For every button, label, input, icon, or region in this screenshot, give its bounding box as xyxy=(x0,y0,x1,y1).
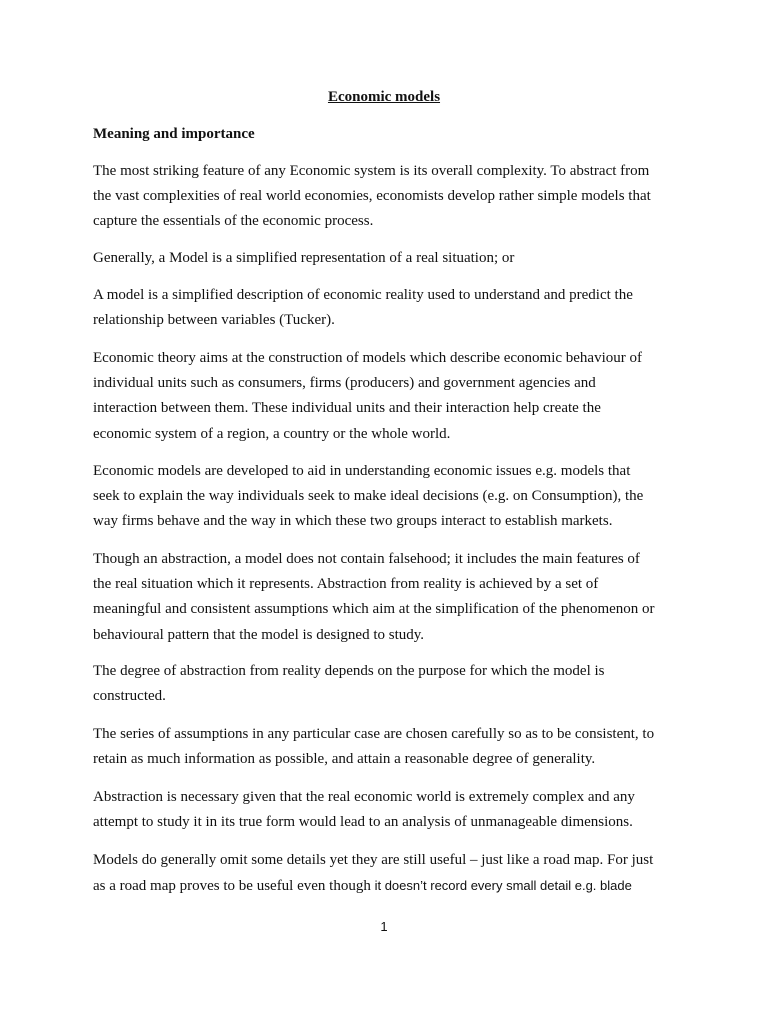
paragraph-line: Economic theory aims at the construction of models which describe economic behaviour of xyxy=(93,350,643,366)
paragraph-line: Abstraction is necessary given that the real economic world is extremely complex and any xyxy=(93,789,635,805)
paragraph xyxy=(93,848,693,899)
paragraph-line: economic system of a region, a country or the whole world. xyxy=(93,425,451,442)
paragraph-line: Though an abstraction, a model does not contain falsehood; it includes the main features of xyxy=(93,551,640,567)
paragraph-line-sans-part: it doesn’t record every small detail e.g. blade xyxy=(374,878,632,894)
paragraph xyxy=(93,159,693,235)
paragraph-line: Economic models are developed to aid in understanding economic issues e.g. models that xyxy=(93,463,631,479)
paragraph-line xyxy=(93,873,693,899)
paragraph-line: capture the essentials of the economic process. xyxy=(93,213,374,230)
paragraph xyxy=(93,459,693,535)
paragraph-line-serif-part: as a road map proves to be useful even though xyxy=(93,878,375,895)
paragraph-line: individual units such as consumers, firms (producers) and government agencies and xyxy=(93,375,596,392)
paragraph-line: way firms behave and the way in which these two groups interact to establish markets. xyxy=(93,513,613,530)
paragraph-line: A model is a simplified description of economic reality used to understand and predict the xyxy=(93,287,633,303)
paragraph xyxy=(93,283,693,333)
paragraph-line: behavioural pattern that the model is designed to study. xyxy=(93,626,425,643)
paragraph-line: constructed. xyxy=(93,688,166,705)
paragraph-line: attempt to study it in its true form would lead to an analysis of unmanageable dimensions. xyxy=(93,814,633,831)
paragraph-line: the real situation which it represents. Abstraction from reality is achieved by a set of xyxy=(93,576,599,593)
paragraph-line: Models do generally omit some details yet they are still useful – just like a road map. For just xyxy=(93,852,654,868)
paragraph-line: Generally, a Model is a simplified representation of a real situation; or xyxy=(93,250,515,266)
paragraph xyxy=(93,659,693,709)
paragraph xyxy=(93,346,693,447)
paragraph xyxy=(93,246,693,271)
paragraph-line: The most striking feature of any Economic system is its overall complexity. To abstract from xyxy=(93,163,650,179)
paragraph-line: retain as much information as possible, and attain a reasonable degree of generality. xyxy=(93,751,596,768)
section-heading: Meaning and importance xyxy=(93,126,255,142)
paragraph-line: relationship between variables (Tucker). xyxy=(93,312,335,329)
paragraph-line: The degree of abstraction from reality depends on the purpose for which the model is xyxy=(93,663,605,679)
paragraph-line: the vast complexities of real world economies, economists develop rather simple models that xyxy=(93,188,651,205)
paragraph-line: meaningful and consistent assumptions which aim at the simplification of the phenomenon or xyxy=(93,601,655,618)
paragraph xyxy=(93,722,693,772)
paragraph xyxy=(93,785,693,835)
paragraph-line: The series of assumptions in any particular case are chosen carefully so as to be consistent, to xyxy=(93,726,655,742)
paragraph-line: interaction between them. These individual units and their interaction help create the xyxy=(93,400,601,417)
paragraph xyxy=(93,547,693,648)
paragraph-line: seek to explain the way individuals seek to make ideal decisions (e.g. on Consumption), the xyxy=(93,488,644,505)
page-number: 1 xyxy=(380,919,388,934)
document-title: Economic models xyxy=(327,89,441,105)
